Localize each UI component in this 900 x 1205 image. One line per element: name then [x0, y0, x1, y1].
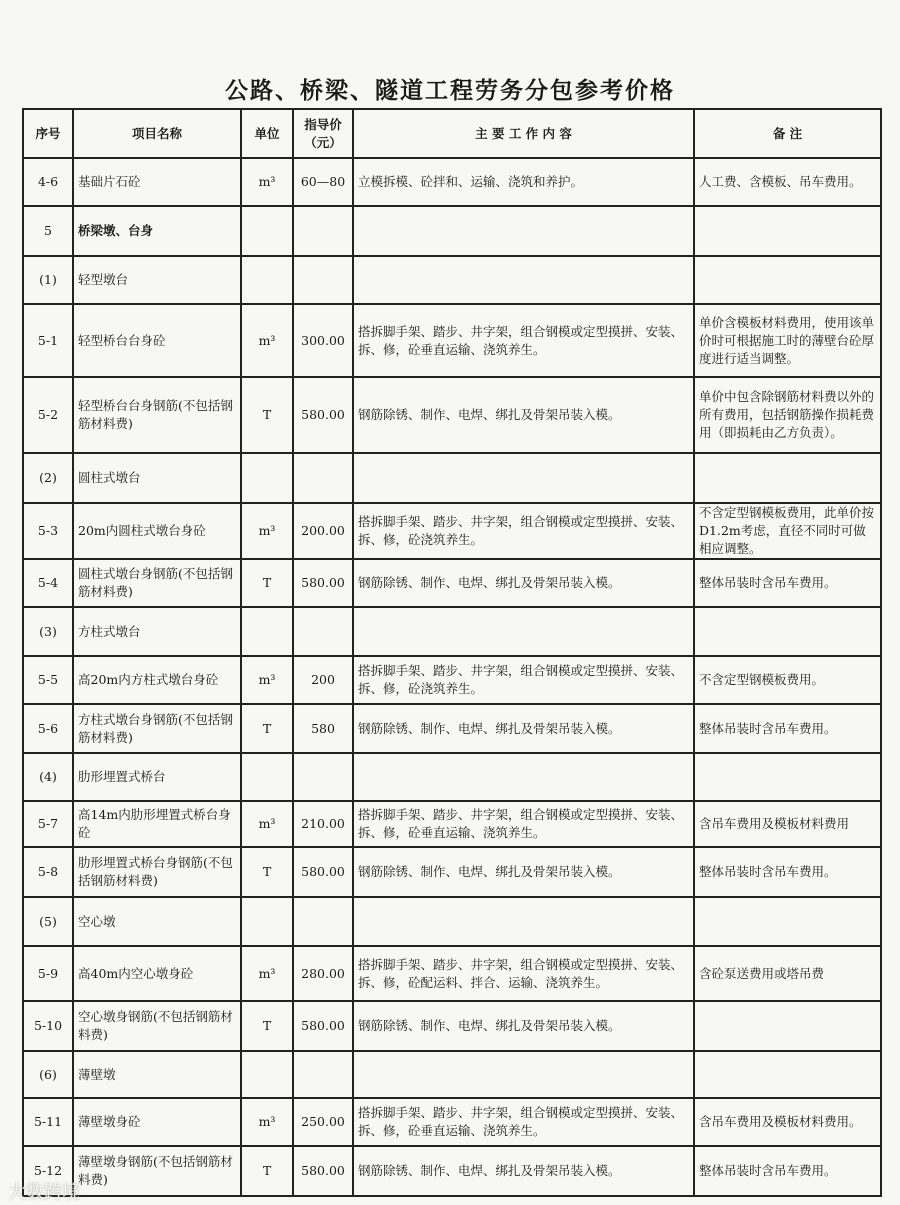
cell-unit — [241, 206, 293, 256]
cell-price: 300.00 — [293, 304, 353, 377]
cell-work: 钢筋除锈、制作、电焊、绑扎及骨架吊装入模。 — [353, 704, 694, 753]
cell-name: 薄壁墩身钢筋(不包括钢筋材料费) — [73, 1146, 241, 1196]
cell-unit — [241, 453, 293, 503]
cell-note — [694, 453, 881, 503]
cell-work: 搭拆脚手架、踏步、井字架，组合钢模或定型摸拼、安装、拆、修，砼垂直运输、浇筑养生。 — [353, 801, 694, 847]
cell-note: 含吊车费用及模板材料费用 — [694, 801, 881, 847]
cell-work — [353, 1051, 694, 1098]
cell-unit: T — [241, 1146, 293, 1196]
cell-unit — [241, 1051, 293, 1098]
cell-price: 580 — [293, 704, 353, 753]
cell-unit: T — [241, 1001, 293, 1051]
header-name: 项目名称 — [73, 109, 241, 158]
cell-note — [694, 1051, 881, 1098]
cell-price: 60—80 — [293, 158, 353, 206]
cell-seq: 5-8 — [23, 847, 73, 897]
table-row — [23, 1098, 881, 1146]
cell-name: 20m内圆柱式墩台身砼 — [73, 503, 241, 559]
cell-name: 薄壁墩身砼 — [73, 1098, 241, 1146]
cell-name: 圆柱式墩台 — [73, 453, 241, 503]
table-row — [23, 801, 881, 847]
cell-name: 基础片石砼 — [73, 158, 241, 206]
cell-note: 整体吊装时含吊车费用。 — [694, 559, 881, 607]
cell-work: 搭拆脚手架、踏步、井字架，组合钢模或定型摸拼、安装、拆、修，砼垂直运输、浇筑养生。 — [353, 1098, 694, 1146]
cell-name: 肋形埋置式桥台身钢筋(不包括钢筋材料费) — [73, 847, 241, 897]
cell-price — [293, 897, 353, 946]
cell-seq: (4) — [23, 753, 73, 801]
cell-unit: m³ — [241, 503, 293, 559]
cell-note — [694, 206, 881, 256]
cell-name: 薄壁墩 — [73, 1051, 241, 1098]
cell-name: 高20m内方柱式墩台身砼 — [73, 656, 241, 704]
cell-price: 580.00 — [293, 847, 353, 897]
table-row — [23, 897, 881, 946]
table-row — [23, 503, 881, 559]
cell-seq: 5-4 — [23, 559, 73, 607]
cell-unit — [241, 753, 293, 801]
cell-unit — [241, 256, 293, 304]
cell-unit: T — [241, 847, 293, 897]
cell-price — [293, 607, 353, 656]
cell-note: 单价中包含除钢筋材料费以外的所有费用，包括钢筋操作损耗费用（即损耗由乙方负责）。 — [694, 377, 881, 453]
cell-unit: T — [241, 377, 293, 453]
cell-unit: m³ — [241, 946, 293, 1001]
cell-note — [694, 607, 881, 656]
cell-note: 整体吊装时含吊车费用。 — [694, 704, 881, 753]
cell-seq: (6) — [23, 1051, 73, 1098]
cell-work: 搭拆脚手架、踏步、井字架，组合钢模或定型摸拼、安装、拆、修，砼浇筑养生。 — [353, 503, 694, 559]
cell-unit: m³ — [241, 801, 293, 847]
cell-work: 钢筋除锈、制作、电焊、绑扎及骨架吊装入模。 — [353, 377, 694, 453]
table-row — [23, 559, 881, 607]
table-row — [23, 607, 881, 656]
cell-price: 580.00 — [293, 1146, 353, 1196]
cell-work — [353, 453, 694, 503]
cell-price — [293, 753, 353, 801]
cell-seq: 4-6 — [23, 158, 73, 206]
table-row — [23, 377, 881, 453]
cell-work — [353, 206, 694, 256]
cell-name: 空心墩身钢筋(不包括钢筋材料费) — [73, 1001, 241, 1051]
cell-name: 方柱式墩台身钢筋(不包括钢筋材料费) — [73, 704, 241, 753]
table-row — [23, 304, 881, 377]
cell-work: 钢筋除锈、制作、电焊、绑扎及骨架吊装入模。 — [353, 1146, 694, 1196]
cell-seq: 5-9 — [23, 946, 73, 1001]
table-row — [23, 1146, 881, 1196]
cell-name: 轻型墩台 — [73, 256, 241, 304]
header-unit: 单位 — [241, 109, 293, 158]
cell-unit — [241, 897, 293, 946]
cell-seq: (2) — [23, 453, 73, 503]
cell-seq: (5) — [23, 897, 73, 946]
cell-note: 整体吊装时含吊车费用。 — [694, 847, 881, 897]
cell-note: 含砼泵送费用或塔吊费 — [694, 946, 881, 1001]
table-row — [23, 1051, 881, 1098]
cell-note: 不含定型钢模板费用，此单价按D1.2m考虑，直径不同时可做相应调整。 — [694, 503, 881, 559]
cell-note: 单价含模板材料费用，使用该单价时可根据施工时的薄壁台砼厚度进行适当调整。 — [694, 304, 881, 377]
cell-unit: m³ — [241, 304, 293, 377]
cell-note: 整体吊装时含吊车费用。 — [694, 1146, 881, 1196]
cell-work: 搭拆脚手架、踏步、井字架，组合钢模或定型摸拼、安装、拆、修，砼浇筑养生。 — [353, 656, 694, 704]
cell-note: 含吊车费用及模板材料费用。 — [694, 1098, 881, 1146]
cell-seq: 5-12 — [23, 1146, 73, 1196]
cell-price: 200 — [293, 656, 353, 704]
table-row — [23, 656, 881, 704]
cell-unit: m³ — [241, 656, 293, 704]
cell-name: 方柱式墩台 — [73, 607, 241, 656]
header-seq: 序号 — [23, 109, 73, 158]
cell-name: 桥梁墩、台身 — [73, 206, 241, 256]
cell-name: 空心墩 — [73, 897, 241, 946]
table-row — [23, 946, 881, 1001]
table-header-row — [23, 109, 881, 158]
cell-work: 钢筋除锈、制作、电焊、绑扎及骨架吊装入模。 — [353, 559, 694, 607]
cell-unit: T — [241, 559, 293, 607]
cell-price: 280.00 — [293, 946, 353, 1001]
cell-work: 钢筋除锈、制作、电焊、绑扎及骨架吊装入模。 — [353, 847, 694, 897]
cell-price — [293, 256, 353, 304]
watermark: 大数跨境 — [8, 1182, 80, 1203]
header-note: 备 注 — [694, 109, 881, 158]
header-work: 主 要 工 作 内 容 — [353, 109, 694, 158]
cell-name: 圆柱式墩台身钢筋(不包括钢筋材料费) — [73, 559, 241, 607]
cell-note: 人工费、含模板、吊车费用。 — [694, 158, 881, 206]
cell-price: 200.00 — [293, 503, 353, 559]
cell-name: 高40m内空心墩身砼 — [73, 946, 241, 1001]
document-title: 公路、桥梁、隧道工程劳务分包参考价格 — [225, 77, 675, 104]
cell-work — [353, 897, 694, 946]
price-table — [22, 108, 882, 1197]
cell-seq: 5-1 — [23, 304, 73, 377]
cell-note: 不含定型钢模板费用。 — [694, 656, 881, 704]
cell-work: 钢筋除锈、制作、电焊、绑扎及骨架吊装入模。 — [353, 1001, 694, 1051]
cell-seq: 5-5 — [23, 656, 73, 704]
cell-price: 250.00 — [293, 1098, 353, 1146]
cell-work: 立模拆模、砼拌和、运输、浇筑和养护。 — [353, 158, 694, 206]
table-row — [23, 704, 881, 753]
cell-seq: 5-7 — [23, 801, 73, 847]
cell-price — [293, 453, 353, 503]
cell-seq: 5-3 — [23, 503, 73, 559]
cell-price: 580.00 — [293, 559, 353, 607]
cell-unit: m³ — [241, 158, 293, 206]
cell-work — [353, 753, 694, 801]
cell-work: 搭拆脚手架、踏步、井字架，组合钢模或定型摸拼、安装、拆、修，砼配运料、拌合、运输、浇筑养生。 — [353, 946, 694, 1001]
table-row — [23, 256, 881, 304]
cell-work — [353, 256, 694, 304]
cell-note — [694, 897, 881, 946]
header-price: 指导价（元） — [293, 109, 353, 158]
cell-seq: 5-6 — [23, 704, 73, 753]
cell-price: 210.00 — [293, 801, 353, 847]
cell-price — [293, 206, 353, 256]
cell-price: 580.00 — [293, 377, 353, 453]
cell-note — [694, 1001, 881, 1051]
cell-seq: 5 — [23, 206, 73, 256]
cell-name: 轻型桥台台身砼 — [73, 304, 241, 377]
cell-work: 搭拆脚手架、踏步、井字架，组合钢模或定型摸拼、安装、拆、修，砼垂直运输、浇筑养生。 — [353, 304, 694, 377]
cell-name: 高14m内肋形埋置式桥台身砼 — [73, 801, 241, 847]
cell-seq: 5-10 — [23, 1001, 73, 1051]
cell-seq: 5-11 — [23, 1098, 73, 1146]
table-row — [23, 453, 881, 503]
cell-name: 肋形埋置式桥台 — [73, 753, 241, 801]
table-row — [23, 1001, 881, 1051]
table-row — [23, 847, 881, 897]
cell-name: 轻型桥台台身钢筋(不包括钢筋材料费) — [73, 377, 241, 453]
cell-unit: T — [241, 704, 293, 753]
cell-note — [694, 256, 881, 304]
table-row — [23, 158, 881, 206]
cell-seq: 5-2 — [23, 377, 73, 453]
cell-unit — [241, 607, 293, 656]
cell-work — [353, 607, 694, 656]
cell-unit: m³ — [241, 1098, 293, 1146]
cell-note — [694, 753, 881, 801]
table-row — [23, 206, 881, 256]
cell-price — [293, 1051, 353, 1098]
cell-seq: (3) — [23, 607, 73, 656]
cell-seq: (1) — [23, 256, 73, 304]
cell-price: 580.00 — [293, 1001, 353, 1051]
table-row — [23, 753, 881, 801]
